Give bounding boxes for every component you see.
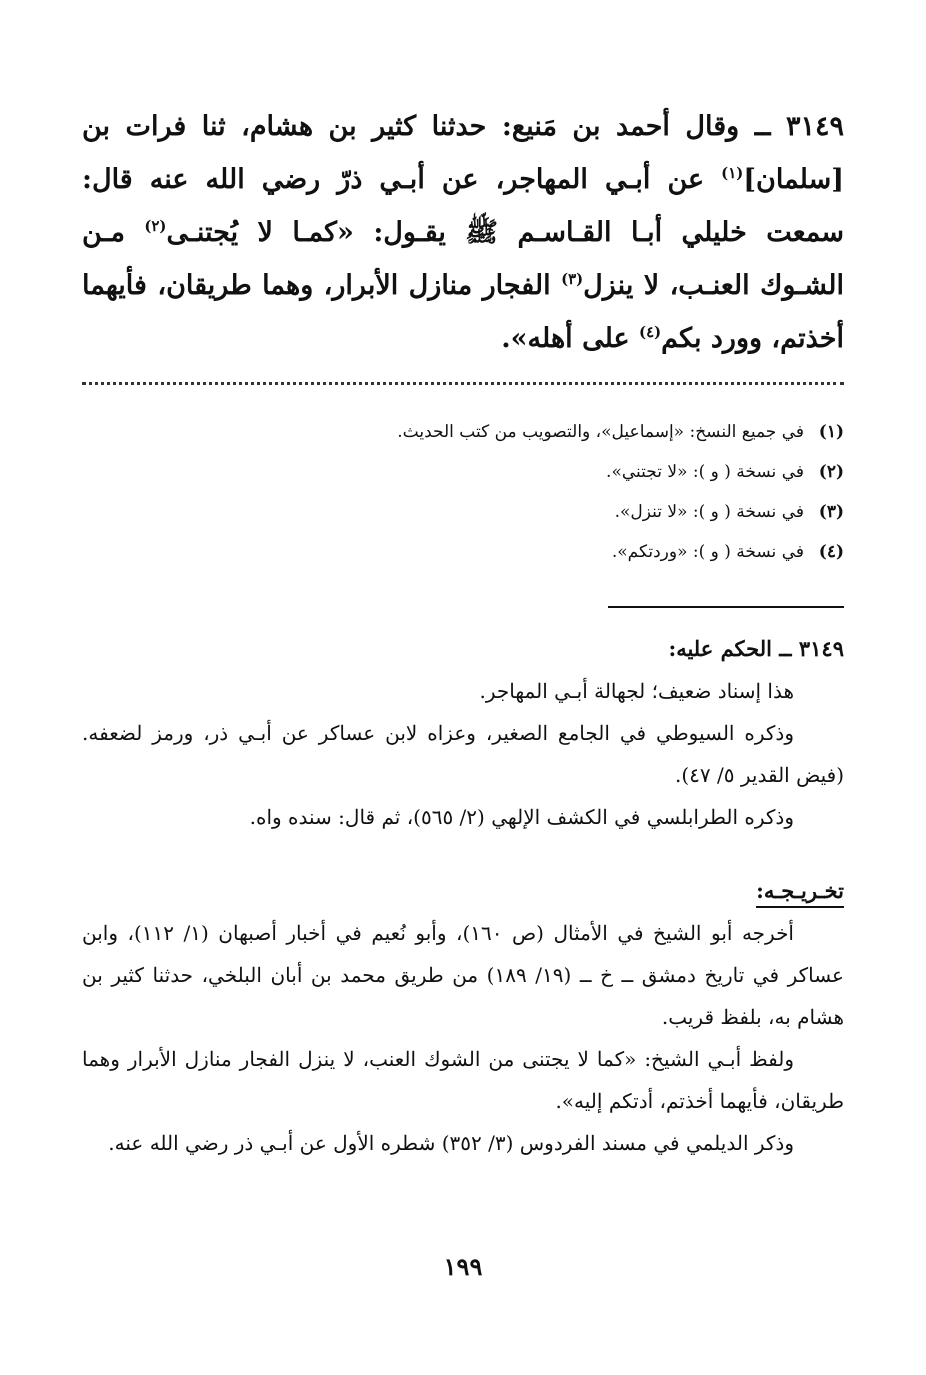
footnote-ref: (١) xyxy=(721,164,744,182)
hadith-number: ٣١٤٩ xyxy=(786,111,845,142)
footnote-text: في نسخة ( و ): «وردتكم». xyxy=(611,542,804,562)
takhrij-paragraph: ولفظ أبـي الشيخ: «كما لا يجتنى من الشوك العنب، لا ينزل الفجار منازل الأبرار وهما طريقان، فأيهما أخذتم، أدتكم إليه». xyxy=(82,1047,844,1113)
footnote-marker: (١) xyxy=(818,422,844,442)
takhrij-section xyxy=(82,870,844,1164)
takhrij-heading: تخـريـجـه: xyxy=(756,876,844,908)
hadith-text-part: الفجار منازل الأبرار، وهما طريقان، فأيهما أخذتم، وورد بكم xyxy=(82,270,844,354)
hadith-text-part: عن أبـي المهاجر، عن أبـي ذرّ رضي الله عنه قال: سمعت خليلي أبـا القـاسـم ﷺ يقـول: «كمـا لا يُجتنـى xyxy=(82,164,845,248)
footnote-ref: (٣) xyxy=(561,270,584,288)
footnote-ref: (٢) xyxy=(144,217,167,235)
section-rule xyxy=(608,606,844,608)
footnote-separator xyxy=(82,382,844,391)
takhrij-heading-row xyxy=(82,870,844,912)
footnote-text: في جميع النسخ: «إسماعيل»، والتصويب من كتب الحديث. xyxy=(397,422,804,442)
ruling-paragraph: هذا إسناد ضعيف؛ لجهالة أبـي المهاجر. xyxy=(479,679,794,703)
footnote-marker: (٣) xyxy=(818,502,844,522)
hadith-text-part: وقال أحمد بن مَنيع: حدثنا كثير بن هشام، ثنا فرات بن [سلمان] xyxy=(82,111,844,195)
hadith-text xyxy=(82,100,844,365)
hadith-dash: ــ xyxy=(754,111,771,142)
ruling-paragraph: وذكره الطرابلسي في الكشف الإلهي (٢/ ٥٦٥)، ثم قال: سنده واه. xyxy=(249,805,794,829)
ruling-paragraph: وذكره السيوطي في الجامع الصغير، وعزاه لابن عساكر عن أبـي ذر، ورمز لضعفه. (فيض القدير ٥/ ٤٧). xyxy=(82,721,844,787)
takhrij-paragraph: أخرجه أبو الشيخ في الأمثال (ص ١٦٠)، وأبو نُعيم في أخبار أصبهان (١/ ١١٢)، وابن عساكر في تاريخ دمشق ــ خ ــ (١٩/ ١٨٩) من طريق محمد بن أبان البلخي، حدثنا كثير بن هشام به، بلفظ قريب. xyxy=(82,921,844,1029)
ruling-section xyxy=(82,628,844,838)
footnote-item xyxy=(82,492,844,532)
page-number: ١٩٩ xyxy=(443,1252,483,1281)
ruling-heading: ٣١٤٩ ــ الحكم عليه: xyxy=(668,636,844,661)
hadith-text-part: مـن الشـوك العنـب، لا ينزل xyxy=(82,217,844,301)
footnote-marker: (٤) xyxy=(818,542,844,562)
hadith-text-part: على أهله». xyxy=(501,323,640,354)
takhrij-paragraph: وذكر الديلمي في مسند الفردوس (٣/ ٣٥٢) شطره الأول عن أبـي ذر رضي الله عنه. xyxy=(108,1131,794,1155)
footnote-ref: (٤) xyxy=(639,323,662,341)
footnote-text: في نسخة ( و ): «لا تنزل». xyxy=(614,502,804,522)
footnote-item xyxy=(82,412,844,452)
footnote-text: في نسخة ( و ): «لا تجتني». xyxy=(606,462,804,482)
footnote-item xyxy=(82,452,844,492)
footnote-marker: (٢) xyxy=(818,462,844,482)
footnotes xyxy=(82,412,844,572)
footnote-item xyxy=(82,532,844,572)
